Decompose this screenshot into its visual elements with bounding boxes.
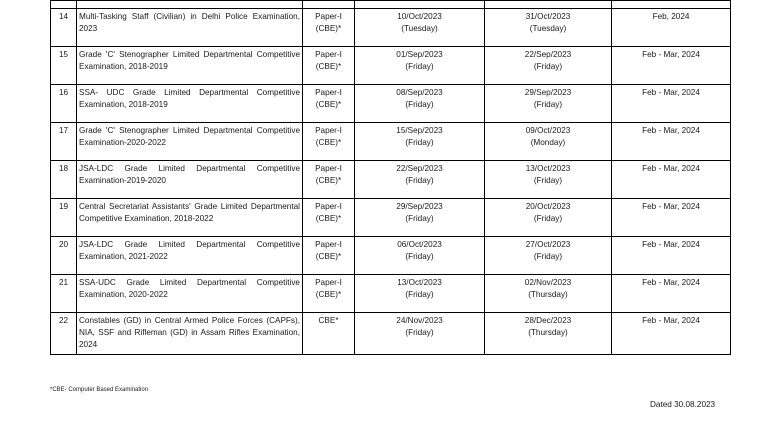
dated-line: Dated 30.08.2023 xyxy=(650,400,716,409)
table-row xyxy=(51,161,731,199)
start-day: (Friday) xyxy=(405,100,434,109)
end-date-cell xyxy=(485,275,612,313)
start-day: (Friday) xyxy=(405,62,434,71)
paper-line: (CBE)* xyxy=(315,24,342,33)
start-day: (Friday) xyxy=(405,138,434,147)
start-day: (Tuesday) xyxy=(401,24,438,33)
result-date-cell: Feb - Mar, 2024 xyxy=(612,199,731,237)
end-date: 20/Oct/2023 xyxy=(525,202,571,211)
end-date-cell xyxy=(485,9,612,47)
end-day: (Thursday) xyxy=(528,290,568,299)
serial-number-cell: 20 xyxy=(51,237,77,275)
serial-number-cell: 19 xyxy=(51,199,77,237)
top-strip-cell xyxy=(485,1,612,9)
paper-cell xyxy=(303,199,355,237)
footnote: *CBE- Computer Based Examination xyxy=(50,387,149,393)
exam-schedule-table-body xyxy=(51,1,731,355)
start-date-cell xyxy=(355,85,485,123)
table-row xyxy=(51,9,731,47)
end-date: 22/Sep/2023 xyxy=(524,50,572,59)
exam-name-cell: Constables (GD) in Central Armed Police Forces (CAPFs), NIA, SSF and Rifleman (GD) in Assam Rifles Examination, 2024 xyxy=(77,313,303,355)
serial-number-cell: 22 xyxy=(51,313,77,355)
serial-number-cell: 18 xyxy=(51,161,77,199)
start-day: (Friday) xyxy=(405,176,434,185)
end-date: 09/Oct/2023 xyxy=(525,126,571,135)
end-date-cell xyxy=(485,161,612,199)
paper-cell xyxy=(303,313,355,355)
start-date: 10/Oct/2023 xyxy=(397,12,442,21)
exam-schedule-sheet xyxy=(50,0,730,355)
serial-number-cell: 16 xyxy=(51,85,77,123)
result-date-cell: Feb - Mar, 2024 xyxy=(612,85,731,123)
end-day: (Friday) xyxy=(533,214,563,223)
paper-line: Paper-I xyxy=(315,50,342,59)
exam-name-cell: Grade 'C' Stenographer Limited Departmental Competitive Examination, 2018-2019 xyxy=(77,47,303,85)
end-day: (Monday) xyxy=(530,138,566,147)
end-date-cell xyxy=(485,237,612,275)
end-day: (Friday) xyxy=(533,252,563,261)
exam-name-cell: Grade 'C' Stenographer Limited Departmental Competitive Examination-2020-2022 xyxy=(77,123,303,161)
start-date: 24/Nov/2023 xyxy=(396,316,443,325)
table-row xyxy=(51,313,731,355)
start-date-cell xyxy=(355,199,485,237)
exam-name-cell: SSA-UDC Grade Limited Departmental Competitive Examination, 2020-2022 xyxy=(77,275,303,313)
serial-number-cell: 17 xyxy=(51,123,77,161)
end-date: 31/Oct/2023 xyxy=(525,12,571,21)
paper-line: (CBE)* xyxy=(315,290,342,299)
result-date-cell: Feb, 2024 xyxy=(612,9,731,47)
end-date-cell xyxy=(485,123,612,161)
top-strip-cell xyxy=(303,1,355,9)
table-row xyxy=(51,275,731,313)
table-row xyxy=(51,199,731,237)
result-date-cell: Feb - Mar, 2024 xyxy=(612,123,731,161)
table-row xyxy=(51,85,731,123)
paper-line: (CBE)* xyxy=(315,176,342,185)
end-date-cell xyxy=(485,47,612,85)
table-row xyxy=(51,123,731,161)
serial-number-cell: 14 xyxy=(51,9,77,47)
paper-line: (CBE)* xyxy=(315,62,342,71)
exam-name-cell: JSA-LDC Grade Limited Departmental Competitive Examination-2019-2020 xyxy=(77,161,303,199)
paper-line: Paper-I xyxy=(315,278,342,287)
start-date-cell xyxy=(355,47,485,85)
paper-cell xyxy=(303,237,355,275)
result-date-cell: Feb - Mar, 2024 xyxy=(612,161,731,199)
paper-line: (CBE)* xyxy=(315,252,342,261)
top-strip-cell xyxy=(612,1,731,9)
paper-cell xyxy=(303,47,355,85)
start-date: 15/Sep/2023 xyxy=(396,126,443,135)
end-date: 29/Sep/2023 xyxy=(524,88,572,97)
paper-cell xyxy=(303,9,355,47)
paper-line: Paper-I xyxy=(315,202,342,211)
end-day: (Thursday) xyxy=(528,328,568,337)
table-row xyxy=(51,47,731,85)
paper-line: Paper-I xyxy=(315,12,342,21)
result-date-cell: Feb - Mar, 2024 xyxy=(612,275,731,313)
end-day: (Friday) xyxy=(533,62,563,71)
end-date: 28/Dec/2023 xyxy=(524,316,572,325)
start-day: (Friday) xyxy=(405,328,434,337)
paper-cell xyxy=(303,161,355,199)
end-day: (Tuesday) xyxy=(529,24,567,33)
paper-cell xyxy=(303,85,355,123)
paper-cell xyxy=(303,275,355,313)
serial-number-cell: 21 xyxy=(51,275,77,313)
start-date-cell xyxy=(355,161,485,199)
start-date: 08/Sep/2023 xyxy=(396,88,443,97)
start-date-cell xyxy=(355,123,485,161)
start-date-cell xyxy=(355,237,485,275)
start-date-cell xyxy=(355,313,485,355)
end-date-cell xyxy=(485,85,612,123)
serial-number-cell: 15 xyxy=(51,47,77,85)
end-day: (Friday) xyxy=(533,100,563,109)
end-date: 02/Nov/2023 xyxy=(524,278,572,287)
result-date-cell: Feb - Mar, 2024 xyxy=(612,313,731,355)
paper-cell xyxy=(303,123,355,161)
start-date: 06/Oct/2023 xyxy=(397,240,442,249)
paper-line: (CBE)* xyxy=(315,100,342,109)
start-date: 22/Sep/2023 xyxy=(396,164,443,173)
top-strip-cell xyxy=(77,1,303,9)
end-date-cell xyxy=(485,199,612,237)
end-date: 27/Oct/2023 xyxy=(525,240,571,249)
start-date: 29/Sep/2023 xyxy=(396,202,443,211)
paper-line: CBE* xyxy=(318,316,339,325)
paper-line: Paper-I xyxy=(315,164,342,173)
exam-name-cell: JSA-LDC Grade Limited Departmental Competitive Examination, 2021-2022 xyxy=(77,237,303,275)
table-row xyxy=(51,237,731,275)
exam-name-cell: Central Secretariat Assistants' Grade Limited Departmental Competitive Examination, 2018-2022 xyxy=(77,199,303,237)
paper-line: (CBE)* xyxy=(315,138,342,147)
end-date-cell xyxy=(485,313,612,355)
start-day: (Friday) xyxy=(405,290,434,299)
exam-name-cell: Multi-Tasking Staff (Civilian) in Delhi Police Examination, 2023 xyxy=(77,9,303,47)
table-top-strip xyxy=(51,1,731,9)
start-date: 13/Oct/2023 xyxy=(397,278,442,287)
paper-line: Paper-I xyxy=(315,240,342,249)
result-date-cell: Feb - Mar, 2024 xyxy=(612,47,731,85)
start-day: (Friday) xyxy=(405,252,434,261)
end-date: 13/Oct/2023 xyxy=(525,164,571,173)
start-date: 01/Sep/2023 xyxy=(396,50,443,59)
start-day: (Friday) xyxy=(405,214,434,223)
start-date-cell xyxy=(355,275,485,313)
exam-schedule-table xyxy=(50,0,731,355)
paper-line: Paper-I xyxy=(315,126,342,135)
paper-line: (CBE)* xyxy=(315,214,342,223)
top-strip-cell xyxy=(51,1,77,9)
exam-name-cell: SSA- UDC Grade Limited Departmental Competitive Examination, 2018-2019 xyxy=(77,85,303,123)
top-strip-cell xyxy=(355,1,485,9)
result-date-cell: Feb - Mar, 2024 xyxy=(612,237,731,275)
paper-line: Paper-I xyxy=(315,88,342,97)
start-date-cell xyxy=(355,9,485,47)
end-day: (Friday) xyxy=(533,176,563,185)
